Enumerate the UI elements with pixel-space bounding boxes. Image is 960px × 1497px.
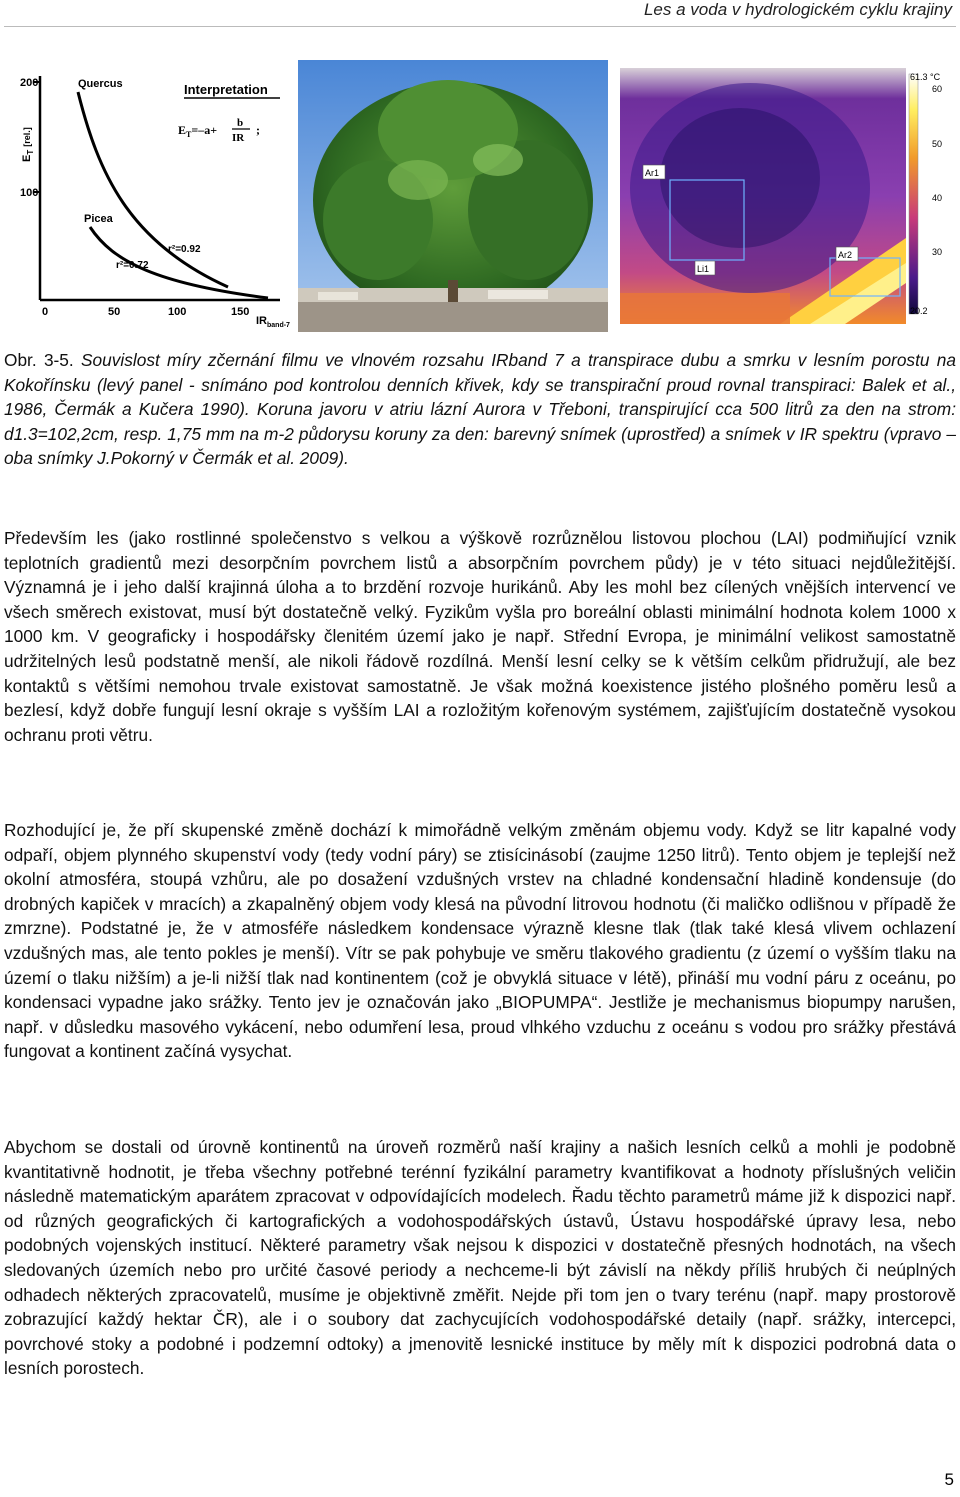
formula-numerator: b xyxy=(237,117,244,129)
figure-caption xyxy=(4,348,956,471)
ir-tick: 60 xyxy=(932,84,943,94)
ir-min: 20.2 xyxy=(910,306,928,316)
ir-color-scale xyxy=(909,74,918,314)
y-tick: 200 xyxy=(20,77,39,89)
roi-label: Li1 xyxy=(697,264,710,274)
paragraph-forest: Především les (jako rostlinné společenstvo s velkou a výškově rozrůznělou listovou plochou (LAI) podmiňující vznik teplotních gradientů mezi desorpčním povrchem listů a absorpčním povrchem půdy) je v této situaci nejdůležitější. Významná je i jeho další krajinná úloha a to brzdění rozvoje hurikánů. Aby les mohl bez cílených vnějších intervencí ve všech směrech existovat, musí být dostatečně velký. Fyzikům vyšla pro boreální oblasti minimální hodnota kolem 1000 x 1000 km. V geograficky i hospodářsky členitém území jako je např. Střední Evropa, je minimální velikost samostatně udržitelných lesů podstatně menší, ale nikoli řádově rozdílná. Menší lesní celky se k větším celkům přidružují, ale bez kontaktů s většími nemohou trvale existovat samostatně. Je však možná koexistence jistého plošného poměru lesů a bezlesí, když dobře fungují lesní okraje s vyšším LAI a rozložitým kořenovým systémem, zajišťujícím dostatečně vysokou ochranu proti větru. xyxy=(4,528,956,745)
x-tick: 100 xyxy=(168,306,187,318)
page-number: 5 xyxy=(944,1470,954,1489)
formula: $E_T=-a+$ xyxy=(178,123,218,139)
formula-end: ; xyxy=(256,123,260,137)
paragraph-biopump: Rozhodující je, že pří skupenské změně dochází k mimořádně velkým změnám objemu vody. Když se litr kapalné vody odpaří, objem plynného skupenství vody (tedy vodní páry) se ztisícinásobí (zaujme 1250 litrů). Tento objem je teplejší než okolní atmosféra, stoupá vzhůru, ale po dosažení vzdušných vrstev na chladné kondensační hladině kondensuje (do drobných kapiček v mracích) a zkapalněný objem vody klesá na původní litrovou hodnotu (či maličko odlišnou v případě že zmrzne). Podstatné je, že v atmosféře následkem kondensace výrazně klesne tlak (tlak také klesá vlivem ochlazení vzdušných mas, ale tento pokles je menší). Vítr se pak pohybuje ve směru tlakového gradientu (z území o vyšším tlaku na území o tlaku nižším) a je-li nižší tlak nad kontinentem (což je obvyklá situace v létě), přináší mu vodní páru z oceánu, po kondensaci vypadne jako srážky. Tento jev je označován jako „BIOPUMPA“. Jestliže je mechanismus biopumpy narušen, např. v důsledku masového vykácení, nebo odumření lesa, proud vlhkého vzduchu z oceánu s vodou pro srážky přestává fungovat a kontinent začíná vysychat. xyxy=(4,820,956,1062)
tree-photo xyxy=(298,60,608,332)
header-rule xyxy=(4,26,956,27)
y-axis-label: $E_T[rel.]$ xyxy=(21,127,35,162)
r2-quercus: r²=0.92 xyxy=(168,244,201,255)
paragraph-parameters: Abychom se dostali od úrovně kontinentů na úroveň rozměrů naší krajiny a našich lesních celků a mohli je podobně kvantitativně hodnotit, je třeba všechny potřebné terénní fyzikální parametry kvantifikovat a hodnoty příslušných veličin následně matematickým aparátem zpracovat v odpovídajících modelech. Řadu těchto parametrů máme již k dispozici např. od různých geografických či kartografických a vodohospodářských ústavů, Ústavu hospodářské úpravy lesa, nebo podobných vojenských institucí. Některé parametry však nejsou k dispozici v dostatečně přesných hodnotách, na všech sledovaných územích nebo pro určité časové periody a nechceme-li být závislí na někdy příliš hrubých či neúplných odhadech některých zpracovatelů, musíme je objektivně změřit. Nejde při tom jen o tvary terénu (např. mapy prostorově zobrazující každý hektar ČR), ale i o soubory dat zachycujících vodohospodářské detaily (např. srážky, intercepci, povrchové stoky a podobné i podzemní odtoky) a jmenovitě lesnické instituce by měly mít k dispozici podrobná data o lesních porostech. xyxy=(4,1137,956,1379)
y-tick: 100 xyxy=(20,187,39,199)
y-tick: 0 xyxy=(42,306,49,318)
ir-tick: 30 xyxy=(932,247,943,257)
r2-picea: r²=0.72 xyxy=(116,260,149,271)
running-header: Les a voda v hydrologickém cyklu krajiny xyxy=(643,0,952,19)
x-tick: 50 xyxy=(108,306,121,318)
roi-label: Ar1 xyxy=(645,168,660,178)
ir-thermogram xyxy=(620,68,956,324)
formula-denominator: IR xyxy=(232,132,245,144)
interpretation-chart xyxy=(18,62,291,330)
x-axis-label: $IR_{band-7}$ xyxy=(256,315,290,329)
caption-text: Souvislost míry zčernání filmu ve vlnovém rozsahu IRband 7 a transpirace dubu a smrku v lesním porostu na Kokořínsku (levý panel - snímáno pod kontrolou denních křivek, kdy se transpirační proud rovnal transpiraci: Balek et al., 1986, Čermák a Kučera 1990). Koruna javoru v atriu lázní Aurora v Třeboni, transpirující cca 500 litrů za den na strom: d1.3=102,2cm, resp. 1,75 mm na m-2 půdorysu koruny za den: barevný snímek (uprostřed) a snímek v IR spektru (vpravo – oba snímky J.Pokorný v Čermák et al. 2009). xyxy=(4,350,956,469)
curve-label-quercus: Quercus xyxy=(78,78,123,90)
curve-label-picea: Picea xyxy=(84,213,113,225)
chart-title: Interpretation xyxy=(184,82,268,97)
ir-max: 61.3 °C xyxy=(910,72,941,82)
x-tick: 150 xyxy=(231,306,250,318)
ir-tick: 50 xyxy=(932,139,943,149)
ir-tick: 40 xyxy=(932,193,943,203)
figure-number: Obr. 3-5. xyxy=(4,350,74,370)
roi-label: Ar2 xyxy=(838,250,853,260)
